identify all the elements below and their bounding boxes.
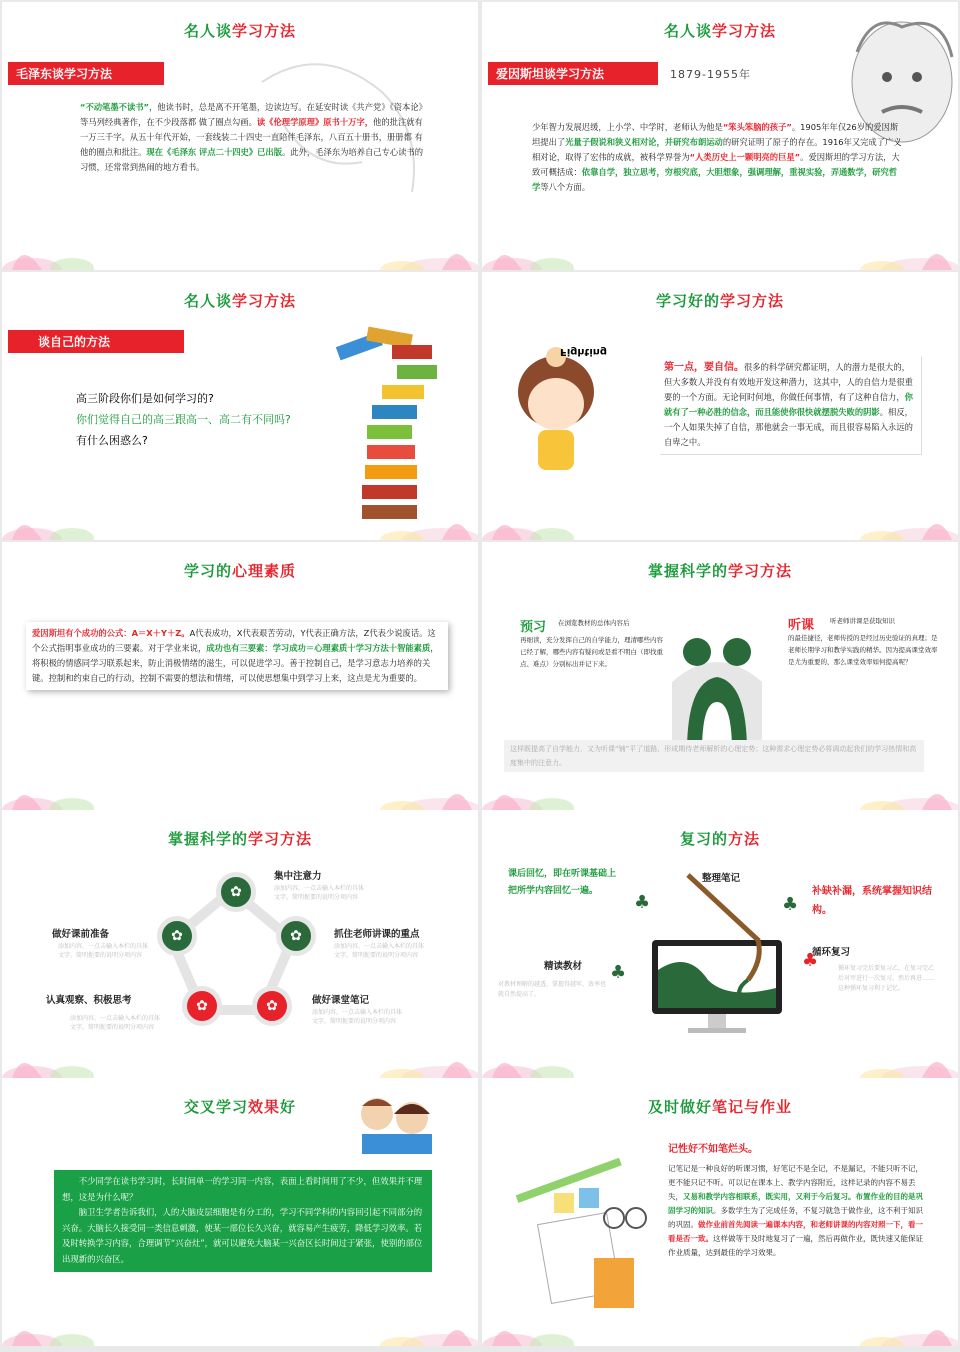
- slide-title: 掌握科学的学习方法: [167, 830, 313, 848]
- questions: [76, 388, 291, 451]
- cyclic-review-text: 循环复习完后要复习乙，在复习完乙后对甲进行一次复习，然后再进……这种循环复习利于记忆。: [838, 965, 935, 992]
- flower-decoration: [2, 1038, 478, 1078]
- flower-icon: ✿: [196, 998, 208, 1014]
- question-3: 有什么困惑么?: [76, 434, 148, 447]
- slide-confidence: [482, 272, 958, 540]
- slide-title: 学习的心理素质: [183, 562, 297, 580]
- slide-title: 掌握科学的学习方法: [647, 562, 793, 580]
- preview-intro: 在浏览教材的总体内容后: [558, 619, 630, 627]
- slide-einstein: [482, 2, 958, 270]
- confidence-paragraph: 第一点，要自信。很多的科学研究都证明，人的潜力是很大的，但大多数人并没有有效地开发这种潜力，这其中，人的自信力是很重要的一个方面。无论何时何地，你做任何事情，有了这种自信力，你就有了一种必胜的信念，而且能使你很快就摆脱失败的阴影。相反，一个人如果失掉了自信，那他就会一事无成，而且很容易陷入永远的自卑之中。: [660, 356, 922, 455]
- preview-text: 再细读，充分发挥自己的自学能力，理清哪些内容已经了解，哪些内容有疑问或是看不明白（即找重点、难点）分别标出并记下来。: [520, 636, 663, 668]
- tree-icon: ♣: [610, 962, 627, 983]
- flower-decoration: [482, 230, 958, 270]
- slide-preview-listen: [482, 542, 958, 810]
- slide-title: 名人谈学习方法: [663, 22, 777, 40]
- question-2: 你们觉得自己的高三跟高一、高二有不同吗?: [76, 413, 291, 426]
- psychology-paragraph: 爱因斯坦有个成功的公式：A＝X＋Y＋Z。A代表成功，X代表艰苦劳动，Y代表正确方法，Z代表少说废话。这个公式指明事业成功的三要素。对于学业来说，成功也有三要素：学习成功＝心理素质十学习方法十智能素质，将积极的情感同学习联系起来，防止消极情绪的滋生，可以促进学习。善于控制自己，是学习意志力培养的关键。控制和约束自己的行动，控制不需要的想法和情绪，可以使思想集中到学习上来，这点是尤为重要的。: [26, 622, 448, 690]
- node-prepare: [157, 916, 197, 956]
- slide-review: [482, 810, 958, 1078]
- read-textbook-label: 精读教材: [544, 961, 583, 972]
- section-label: 爱因斯坦谈学习方法: [488, 62, 658, 85]
- flower-decoration: [2, 770, 478, 810]
- flower-icon: ✿: [230, 884, 242, 900]
- filler-4: 添加内容，一点击输入本栏的具体文字，简明扼要的说明分项内容: [70, 1015, 161, 1031]
- label-key-points: 抓住老师讲课的重点: [334, 929, 420, 940]
- tree-icon: ♣: [634, 892, 651, 913]
- flower-decoration: [482, 500, 958, 540]
- flower-decoration: [2, 230, 478, 270]
- flower-decoration: [482, 1038, 958, 1078]
- flower-decoration: [2, 1306, 478, 1346]
- fighting-text: Fighting: [560, 346, 608, 357]
- recall-text: 课后回忆，即在听课基础上把所学内容回忆一遍。: [508, 869, 617, 896]
- tree-icon: ♣: [782, 894, 799, 915]
- listen-text: 的最佳捷径，老师传授的是经过历史验证的真理；是老师长期学习和教学实践的精华。因为提高课堂效率是尤为重要的，那么课堂效率如何提高呢？: [788, 634, 938, 666]
- tree-icon: ♣: [802, 950, 819, 971]
- book-stack-icon: [327, 320, 447, 525]
- node-notes: [252, 986, 292, 1026]
- slide-cross-learning: [2, 1078, 478, 1346]
- slide-own-method: [2, 272, 478, 540]
- flower-decoration: [482, 1306, 958, 1346]
- listen-intro: 听老师讲课是获取知识: [830, 617, 895, 625]
- label-prepare: 做好课前准备: [52, 929, 110, 940]
- node-observe: [182, 986, 222, 1026]
- filler-2: 添加内容，一点击输入本栏的具体文字，简明扼要的说明分项内容: [334, 943, 425, 959]
- slide-study-steps: [2, 810, 478, 1078]
- paragraph-1: 不少同学在读书学习时，长时间单一的学习同一内容，表面上看时间用了不少，但效果并不理想，这是为什么呢？: [62, 1176, 423, 1202]
- bottom-note: 这样既提高了自学能力，又为听课“铺”平了道路，形成期待老师解析的心理定势；这种需求心理定势必将调动起我们的学习热情和高度集中的注意力。: [504, 740, 924, 772]
- flower-icon: ✿: [171, 928, 183, 944]
- cartoon-girl-icon: [508, 342, 608, 472]
- kids-reading-icon: [332, 1084, 452, 1168]
- slide-title: 复习的方法: [679, 830, 761, 848]
- flower-decoration: [2, 500, 478, 540]
- slide-notes-homework: [482, 1078, 958, 1346]
- einstein-paragraph: 少年智力发展迟缓，上小学、中学时，老师认为他是“笨头笨脑的孩子”。1905年年仅26岁的爱因斯坦提出了光量子假说和狭义相对论，并研究布朗运动的研究证明了原子的存在。1916年又完成了广义相对论，取得了宏伟的成就，被科学界誉为“人类历史上一颗明亮的巨星”。爱因斯坦的学习方法，大致可概括成：依靠自学，独立思考，穷根究底，大胆想象，强调理解，重视实验，弄通数学，研究哲学等八个方面。: [532, 122, 902, 192]
- slide-title: 交叉学习效果好: [183, 1098, 297, 1116]
- flower-icon: ✿: [290, 928, 302, 944]
- label-focus: 集中注意力: [274, 871, 322, 882]
- node-focus: [216, 872, 256, 912]
- preview-heading: 预习: [520, 620, 547, 635]
- notes-paragraph: 记笔记是一种良好的听课习惯，好笔记不是全记，不是漏记，不能只听不记，更不能只记不听。可以记在课本上、教学内容附近，这样记录的内容不易丢失，又易和教学内容相联系，既实用，又利于今后复习。布置作业的目的是巩固学习的知识。多数学生为了完成任务，不复习就急于做作业，这不利于知识的巩固。做作业前首先阅读一遍课本内容，和老师讲课的内容对照一下，看一看是否一致。这样做等于及时地复习了一遍，然后再做作业，既快速又能保证作业质量，达到最佳的学习效果。: [668, 1164, 923, 1257]
- section-label: 谈自己的方法: [8, 330, 184, 353]
- slide-title: 及时做好笔记与作业: [647, 1098, 793, 1116]
- section-label: 毛泽东谈学习方法: [8, 62, 164, 85]
- slide-psychology: [2, 542, 478, 810]
- stationery-icon: [504, 1148, 674, 1318]
- question-1: 高三阶段你们是如何学习的?: [76, 392, 214, 405]
- node-key-points: [276, 916, 316, 956]
- years-text: 1879-1955年: [670, 68, 751, 81]
- mao-paragraph: “不动笔墨不读书”，他读书时，总是离不开笔墨，边读边写。在延安时读《共产党》《资本论》等马列经典著作，在不少段落都 做了圈点勾画。读《伦理学原理》原书十万字，他的批注就有一万三千字。从五十年代开始，一套线装二十四史一直陪伴毛泽东，八百五十册书，册册都 有他的圈点和批注。现在《毛泽东 评点二十四史》已出版。此外，毛泽东为培养自己专心读书的习惯，还常常到热闹的地方看书。: [80, 102, 427, 172]
- slide-title: 学习好的学习方法: [655, 292, 785, 310]
- fill-gaps-text: 补缺补漏，系统掌握知识结构。: [812, 886, 932, 916]
- slide-mao: [2, 2, 478, 270]
- label-observe: 认真观察、积极思考: [46, 995, 132, 1006]
- notes-heading: 记性好不如笔烂头。: [668, 1144, 758, 1155]
- label-notes: 做好课堂笔记: [312, 995, 370, 1006]
- cyclic-review-label: 循环复习: [812, 947, 851, 958]
- read-textbook-text: 对教材理解的越透，掌握得越牢，效率也就自然提高了。: [498, 981, 607, 998]
- flower-decoration: [482, 770, 958, 810]
- slide-title: 名人谈学习方法: [183, 292, 297, 310]
- cross-learning-paragraph: [54, 1170, 432, 1272]
- flower-icon: ✿: [266, 998, 278, 1014]
- listen-heading: 听课: [788, 618, 815, 633]
- paragraph-2: 脑卫生学者告诉我们，人的大脑皮层细胞是有分工的，学习不同学科的内容回引起不同部分的兴奋。大脑长久接受同一类信息刺激，使某一部位长久兴奋，就容易产生疲劳，降低学习效率。若及时转换学习内容，合理调节“兴奋灶”，就可以避免大脑某一兴奋区长时间过于紧张，使别的部位出现新的兴奋区。: [62, 1207, 423, 1264]
- filler-3: 添加内容，一点击输入本栏的具体文字，简明扼要的说明分项内容: [312, 1009, 403, 1025]
- filler-1: 添加内容，一点击输入本栏的具体文字，简明扼要的说明分项内容: [274, 885, 365, 901]
- filler-5: 添加内容，一点击输入本栏的具体文字，简明扼要的说明分项内容: [58, 943, 149, 959]
- slide-title: 名人谈学习方法: [183, 22, 297, 40]
- monitor-brush-icon: [648, 870, 798, 1040]
- organize-notes-label: 整理笔记: [702, 873, 741, 884]
- paths-graphic-icon: [662, 622, 772, 752]
